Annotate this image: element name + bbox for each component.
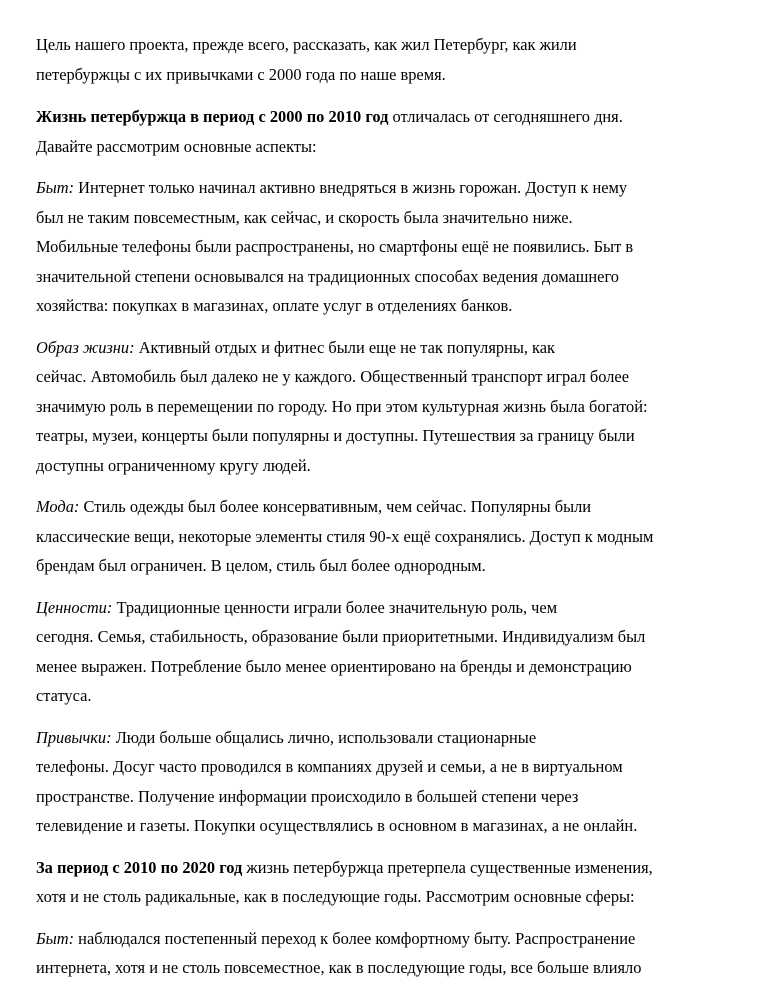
text-line: телевидение и газеты. Покупки осуществлялись в основном в магазинах, а не онлайн. [36,816,638,835]
paragraph-2000-2010 [36,102,732,161]
text-line: статуса. [36,686,92,705]
text-fragment: Интернет только начинал активно внедряться в жизнь горожан. Доступ к нему [74,178,628,197]
paragraph-lead: Быт: [36,178,75,197]
paragraph-obraz-zhizni [36,333,732,481]
paragraph-byt-2 [36,924,732,983]
text-line [36,853,732,883]
text-line: значительной степени основывался на традиционных способах ведения домашнего [36,266,619,286]
paragraph-lead: Быт: [36,928,75,948]
paragraph-lead: Мода: [36,497,80,516]
text-line: классические вещи, некоторые элементы стиля 90-х ещё сохранялись. Доступ к модным [36,526,654,546]
text-line [36,492,732,522]
text-line [36,173,732,203]
paragraph-lead: Жизнь петербуржца в период с 2000 по 2010 год [36,107,389,126]
paragraph-lead: Привычки: [36,727,112,747]
text-line [36,593,732,623]
paragraph-intro [36,30,732,89]
text-line [36,924,732,954]
text-line: Цель нашего проекта, прежде всего, рассказать, как жил Петербург, как жили [36,35,577,54]
paragraph-2010-2020 [36,853,732,912]
text-line: театры, музеи, концерты были популярны и доступны. Путешествия за границу были [36,426,635,445]
text-line: доступны ограниченному кругу людей. [36,455,311,475]
text-line: хотя и не столь радикальные, как в последующие годы. Рассмотрим основные сферы: [36,887,635,906]
text-line [36,333,732,363]
paragraph-lead: Ценности: [36,597,113,617]
text-fragment: Стиль одежды был более консервативным, чем сейчас. Популярны были [79,497,592,516]
text-line: менее выражен. Потребление было менее ориентировано на бренды и демонстрацию [36,656,632,676]
text-line: был не таким повсеместным, как сейчас, и скорость была значительно ниже. [36,207,573,227]
paragraph-tsennosti [36,593,732,711]
text-fragment: Традиционные ценности играли более значительную роль, чем [112,597,558,617]
text-line: пространстве. Получение информации происходило в большей степени через [36,786,579,806]
text-line: Мобильные телефоны были распространены, но смартфоны ещё не появились. Быт в [36,237,634,256]
text-fragment: Люди больше общались лично, использовали стационарные [111,727,537,747]
text-line: значимую роль в перемещении по городу. Но при этом культурная жизнь была богатой: [36,396,648,416]
paragraph-moda [36,492,732,581]
text-line [36,723,732,753]
text-fragment: Активный отдых и фитнес были еще не так популярны, как [134,337,555,357]
text-line: брендам был ограничен. В целом, стиль был более однородным. [36,556,486,575]
text-line [36,102,732,132]
text-fragment: жизнь петербуржца претерпела существенные изменения, [242,857,653,877]
text-line: Давайте рассмотрим основные аспекты: [36,136,317,156]
text-line: интернета, хотя и не столь повсеместное, как в последующие годы, все больше влияло [36,958,642,977]
paragraph-lead: За период с 2010 по 2020 год [36,857,243,877]
text-fragment: наблюдался постепенный переход к более комфортному быту. Распространение [74,928,636,948]
paragraph-byt-1 [36,173,732,321]
text-fragment: отличалась от сегодняшнего дня. [388,107,623,126]
text-line: телефоны. Досуг часто проводился в компаниях друзей и семьи, а не в виртуальном [36,757,623,776]
text-line: сейчас. Автомобиль был далеко не у каждого. Общественный транспорт играл более [36,367,629,386]
text-line: сегодня. Семья, стабильность, образование были приоритетными. Индивидуализм был [36,627,646,646]
text-line: петербуржцы с их привычками с 2000 года по наше время. [36,64,446,84]
paragraph-privychki [36,723,732,841]
paragraph-lead: Образ жизни: [36,337,135,357]
text-line: хозяйства: покупках в магазинах, оплате услуг в отделениях банков. [36,296,513,315]
